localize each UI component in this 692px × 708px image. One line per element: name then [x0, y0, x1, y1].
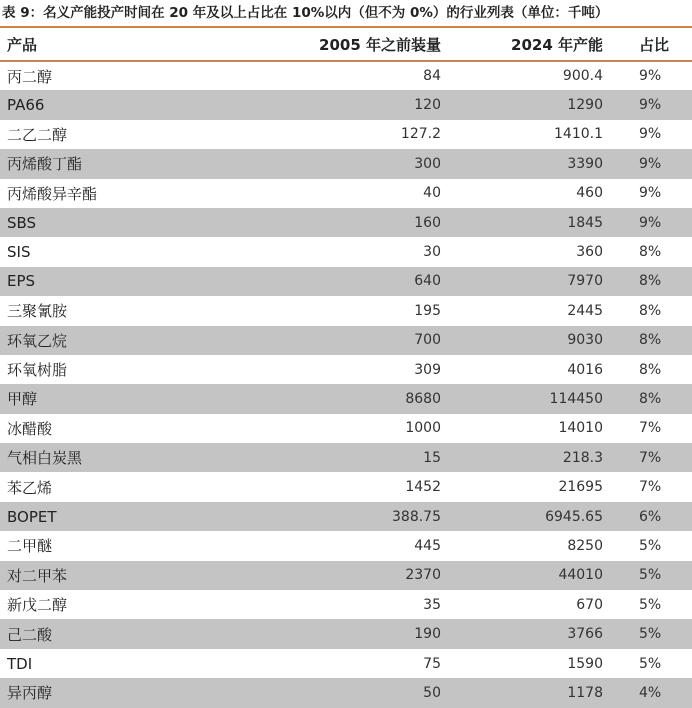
table-row: [0, 531, 692, 560]
column-header-product: 产品: [0, 27, 250, 61]
cell-pre-2005-capacity: 8680: [405, 390, 441, 407]
cell-2024-capacity: 1178: [567, 684, 603, 701]
cell-share: 8%: [639, 332, 662, 349]
cell-product: PA66: [7, 96, 45, 115]
cell-share: 9%: [639, 155, 662, 172]
table-row: [0, 267, 692, 296]
cell-share: 5%: [639, 655, 662, 672]
cell-pre-2005-capacity: 1000: [405, 420, 441, 437]
cell-2024-capacity: 8250: [567, 537, 603, 554]
capacity-table: [0, 26, 692, 708]
cell-pre-2005-capacity: 300: [414, 155, 441, 172]
cell-product: 异丙醇: [7, 684, 53, 703]
table-row: [0, 149, 692, 178]
cell-product: BOPET: [7, 507, 57, 526]
cell-pre-2005-capacity: 40: [423, 185, 441, 202]
cell-2024-capacity: 2445: [567, 302, 603, 319]
table-row: [0, 619, 692, 648]
cell-share: 5%: [639, 537, 662, 554]
cell-pre-2005-capacity: 160: [414, 214, 441, 231]
cell-share: 4%: [639, 684, 662, 701]
cell-share: 5%: [639, 596, 662, 613]
cell-2024-capacity: 9030: [567, 332, 603, 349]
cell-share: 7%: [639, 420, 662, 437]
cell-2024-capacity: 670: [576, 596, 603, 613]
cell-product: 己二酸: [7, 625, 53, 644]
table-row: [0, 120, 692, 149]
cell-2024-capacity: 21695: [558, 479, 603, 496]
cell-2024-capacity: 1845: [567, 214, 603, 231]
cell-2024-capacity: 3766: [567, 626, 603, 643]
table-row: [0, 90, 692, 119]
cell-pre-2005-capacity: 700: [414, 332, 441, 349]
cell-share: 9%: [639, 214, 662, 231]
cell-share: 6%: [639, 508, 662, 525]
cell-product: 丙二醇: [7, 67, 53, 86]
cell-product: 环氧乙烷: [7, 331, 68, 350]
cell-pre-2005-capacity: 195: [414, 302, 441, 319]
cell-2024-capacity: 6945.65: [545, 508, 603, 525]
cell-2024-capacity: 1410.1: [554, 126, 603, 143]
cell-product: 丙烯酸丁酯: [7, 155, 83, 174]
table-row: [0, 443, 692, 472]
table-row: [0, 561, 692, 590]
table-row: [0, 590, 692, 619]
cell-share: 8%: [639, 361, 662, 378]
cell-share: 8%: [639, 273, 662, 290]
cell-product: SIS: [7, 243, 31, 262]
cell-product: 二甲醚: [7, 537, 53, 556]
cell-2024-capacity: 218.3: [562, 449, 603, 466]
table-row: [0, 472, 692, 501]
cell-share: 9%: [639, 97, 662, 114]
table-header-row: [0, 27, 692, 61]
cell-share: 9%: [639, 126, 662, 143]
cell-product: 二乙二醇: [7, 125, 68, 144]
cell-pre-2005-capacity: 35: [423, 596, 441, 613]
cell-share: 8%: [639, 302, 662, 319]
cell-pre-2005-capacity: 640: [414, 273, 441, 290]
cell-product: SBS: [7, 213, 37, 232]
cell-pre-2005-capacity: 127.2: [400, 126, 441, 143]
cell-share: 5%: [639, 567, 662, 584]
cell-pre-2005-capacity: 50: [423, 684, 441, 701]
table-row: [0, 649, 692, 678]
cell-share: 8%: [639, 390, 662, 407]
table-row: [0, 296, 692, 325]
table-caption: 表 9：名义产能投产时间在 20 年及以上占比在 10%以内（但不为 0%）的行业列表（单位：千吨）: [2, 5, 609, 21]
table-row: [0, 678, 692, 707]
cell-product: 甲醇: [7, 390, 38, 409]
table-row: [0, 61, 692, 90]
cell-product: 环氧树脂: [7, 361, 68, 380]
table-row: [0, 237, 692, 266]
cell-share: 7%: [639, 449, 662, 466]
cell-2024-capacity: 900.4: [562, 68, 603, 85]
cell-product: EPS: [7, 272, 36, 291]
cell-pre-2005-capacity: 84: [423, 68, 441, 85]
table-row: [0, 384, 692, 413]
cell-pre-2005-capacity: 190: [414, 626, 441, 643]
cell-share: 7%: [639, 479, 662, 496]
cell-pre-2005-capacity: 445: [414, 537, 441, 554]
cell-share: 5%: [639, 626, 662, 643]
cell-pre-2005-capacity: 388.75: [392, 508, 441, 525]
cell-product: TDI: [7, 654, 33, 673]
cell-2024-capacity: 7970: [567, 273, 603, 290]
cell-2024-capacity: 114450: [549, 390, 603, 407]
cell-product: 苯乙烯: [7, 478, 53, 497]
cell-2024-capacity: 460: [576, 185, 603, 202]
cell-pre-2005-capacity: 120: [414, 97, 441, 114]
column-header-pre-2005-capacity: 2005 年之前装量: [250, 27, 468, 61]
cell-product: 对二甲苯: [7, 566, 68, 585]
cell-2024-capacity: 14010: [558, 420, 603, 437]
table-row: [0, 502, 692, 531]
cell-share: 9%: [639, 68, 662, 85]
cell-pre-2005-capacity: 30: [423, 244, 441, 261]
cell-product: 三聚氰胺: [7, 302, 68, 321]
cell-2024-capacity: 1590: [567, 655, 603, 672]
table-row: [0, 355, 692, 384]
column-header-2024-capacity: 2024 年产能: [468, 27, 623, 61]
cell-pre-2005-capacity: 75: [423, 655, 441, 672]
cell-2024-capacity: 360: [576, 244, 603, 261]
table-row: [0, 179, 692, 208]
cell-2024-capacity: 1290: [567, 97, 603, 114]
table-row: [0, 414, 692, 443]
column-header-share: 占比: [623, 27, 692, 61]
cell-product: 丙烯酸异辛酯: [7, 184, 98, 203]
cell-2024-capacity: 44010: [558, 567, 603, 584]
table-row: [0, 326, 692, 355]
cell-share: 9%: [639, 185, 662, 202]
cell-pre-2005-capacity: 15: [423, 449, 441, 466]
cell-pre-2005-capacity: 2370: [405, 567, 441, 584]
cell-product: 冰醋酸: [7, 419, 53, 438]
cell-share: 8%: [639, 244, 662, 261]
cell-pre-2005-capacity: 1452: [405, 479, 441, 496]
cell-pre-2005-capacity: 309: [414, 361, 441, 378]
cell-2024-capacity: 3390: [567, 155, 603, 172]
cell-product: 新戊二醇: [7, 596, 68, 615]
table-row: [0, 208, 692, 237]
cell-2024-capacity: 4016: [567, 361, 603, 378]
cell-product: 气相白炭黑: [7, 449, 83, 468]
table-body: [0, 61, 692, 708]
